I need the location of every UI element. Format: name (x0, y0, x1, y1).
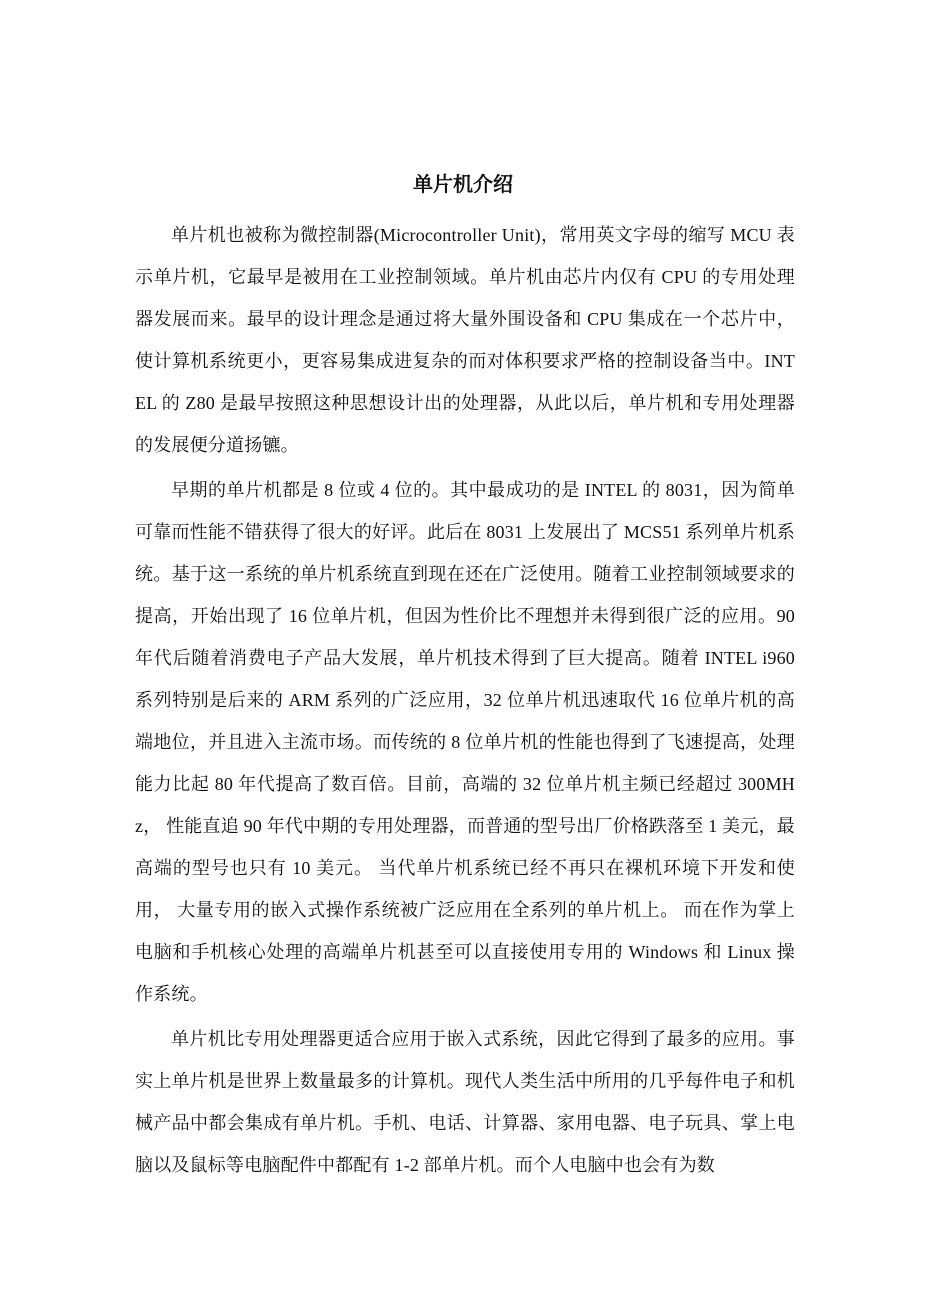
paragraph-history: 早期的单片机都是 8 位或 4 位的。其中最成功的是 INTEL 的 8031，因为简单可靠而性能不错获得了很大的好评。此后在 8031 上发展出了 MCS51 系列单片机系统。基于这一系统的单片机系统直到现在还在广泛使用。随着工业控制领域要求的提高，开始出现了 16 位单片机，但因为性价比不理想并未得到很广泛的应用。90 年代后随着消费电子产品大发展，单片机技术得到了巨大提高。随着 INTEL i960 系列特别是后来的 ARM 系列的广泛应用，32 位单片机迅速取代 16 位单片机的高端地位，并且进入主流市场。而传统的 8 位单片机的性能也得到了飞速提高，处理能力比起 80 年代提高了数百倍。目前，高端的 32 位单片机主频已经超过 300MHz， 性能直追 90 年代中期的专用处理器，而普通的型号出厂价格跌落至 1 美元，最高端的型号也只有 10 美元。 当代单片机系统已经不再只在裸机环境下开发和使用， 大量专用的嵌入式操作系统被广泛应用在全系列的单片机上。 而在作为掌上电脑和手机核心处理的高端单片机甚至可以直接使用专用的 Windows 和 Linux 操作系统。 (135, 480, 795, 1004)
paragraph-intro: 单片机也被称为微控制器(Microcontroller Unit)，常用英文字母的缩写 MCU 表示单片机，它最早是被用在工业控制领域。单片机由芯片内仅有 CPU 的专用处理器发展而来。最早的设计理念是通过将大量外围设备和 CPU 集成在一个芯片中，使计算机系统更小，更容易集成进复杂的而对体积要求严格的控制设备当中。INTEL 的 Z80 是最早按照这种思想设计出的处理器，从此以后，单片机和专用处理器的发展便分道扬镳。 (135, 225, 795, 455)
paragraph-applications: 单片机比专用处理器更适合应用于嵌入式系统，因此它得到了最多的应用。事实上单片机是世界上数量最多的计算机。现代人类生活中所用的几乎每件电子和机械产品中都会集成有单片机。手机、电话、计算器、家用电器、电子玩具、掌上电脑以及鼠标等电脑配件中都配有 1-2 部单片机。而个人电脑中也会有为数 (135, 1029, 795, 1175)
document-body (135, 214, 795, 1189)
document-title: 单片机介绍 (413, 172, 513, 196)
